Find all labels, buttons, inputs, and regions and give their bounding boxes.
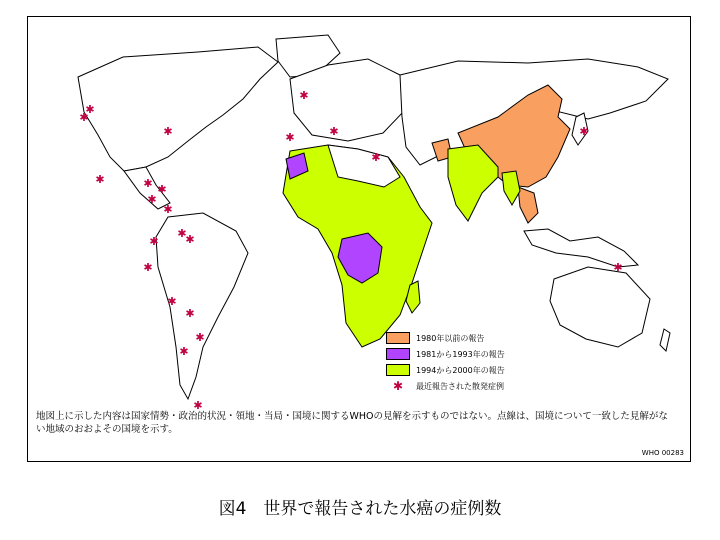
star-icon: ✱ xyxy=(147,193,157,206)
star-icon: ✱ xyxy=(79,111,89,124)
star-icon: ✱ xyxy=(143,177,153,190)
star-icon: ✱ xyxy=(143,261,153,274)
star-icon: ✱ xyxy=(149,235,159,248)
map-disclaimer: 地図上に示した内容は国家情勢・政治的状況・領地・当局・国境に関するWHOの見解を示すものではない。点線は、国境について一致した見解がない地域のおおよその国境を示す。 xyxy=(36,411,668,435)
new-zealand xyxy=(660,329,670,351)
legend-item-1981-1993 xyxy=(386,348,505,360)
star-icon: ✱ xyxy=(329,125,339,138)
legend-label: 1994から2000年の報告 xyxy=(416,365,505,375)
legend-swatch xyxy=(386,364,410,376)
star-icon: ✱ xyxy=(392,379,404,393)
world-map xyxy=(28,17,690,461)
star-icon: ✱ xyxy=(285,131,295,144)
star-icon: ✱ xyxy=(613,261,623,274)
star-icon: ✱ xyxy=(95,173,105,186)
star-icon: ✱ xyxy=(185,307,195,320)
legend-item-before-1980 xyxy=(386,332,484,344)
north-america-landmass xyxy=(78,47,278,171)
legend-label: 最近報告された散発症例 xyxy=(416,381,504,391)
map-frame xyxy=(27,16,691,462)
star-icon: ✱ xyxy=(179,345,189,358)
star-icon: ✱ xyxy=(185,233,195,246)
legend-label: 1980年以前の報告 xyxy=(416,333,485,343)
star-icon: ✱ xyxy=(371,151,381,164)
star-icon: ✱ xyxy=(193,399,203,412)
legend-label: 1981から1993年の報告 xyxy=(416,349,505,359)
star-icon: ✱ xyxy=(157,183,167,196)
indochina xyxy=(518,187,538,223)
star-icon: ✱ xyxy=(299,89,309,102)
australia xyxy=(550,267,650,347)
figure-caption: 図4 世界で報告された水癌の症例数 xyxy=(218,499,502,519)
legend-item-sporadic xyxy=(386,380,504,392)
star-icon: ✱ xyxy=(579,125,589,138)
map-code: WHO 00283 xyxy=(641,449,684,457)
star-icon: ✱ xyxy=(195,331,205,344)
star-icon: ✱ xyxy=(177,227,187,240)
star-icon: ✱ xyxy=(163,125,173,138)
legend-swatch xyxy=(386,348,410,360)
legend-swatch xyxy=(386,332,410,344)
star-icon: ✱ xyxy=(167,295,177,308)
myanmar xyxy=(502,171,520,205)
star-icon: ✱ xyxy=(163,203,173,216)
legend-item-1994-2000 xyxy=(386,364,505,376)
star-icon: ✱ xyxy=(85,103,95,116)
